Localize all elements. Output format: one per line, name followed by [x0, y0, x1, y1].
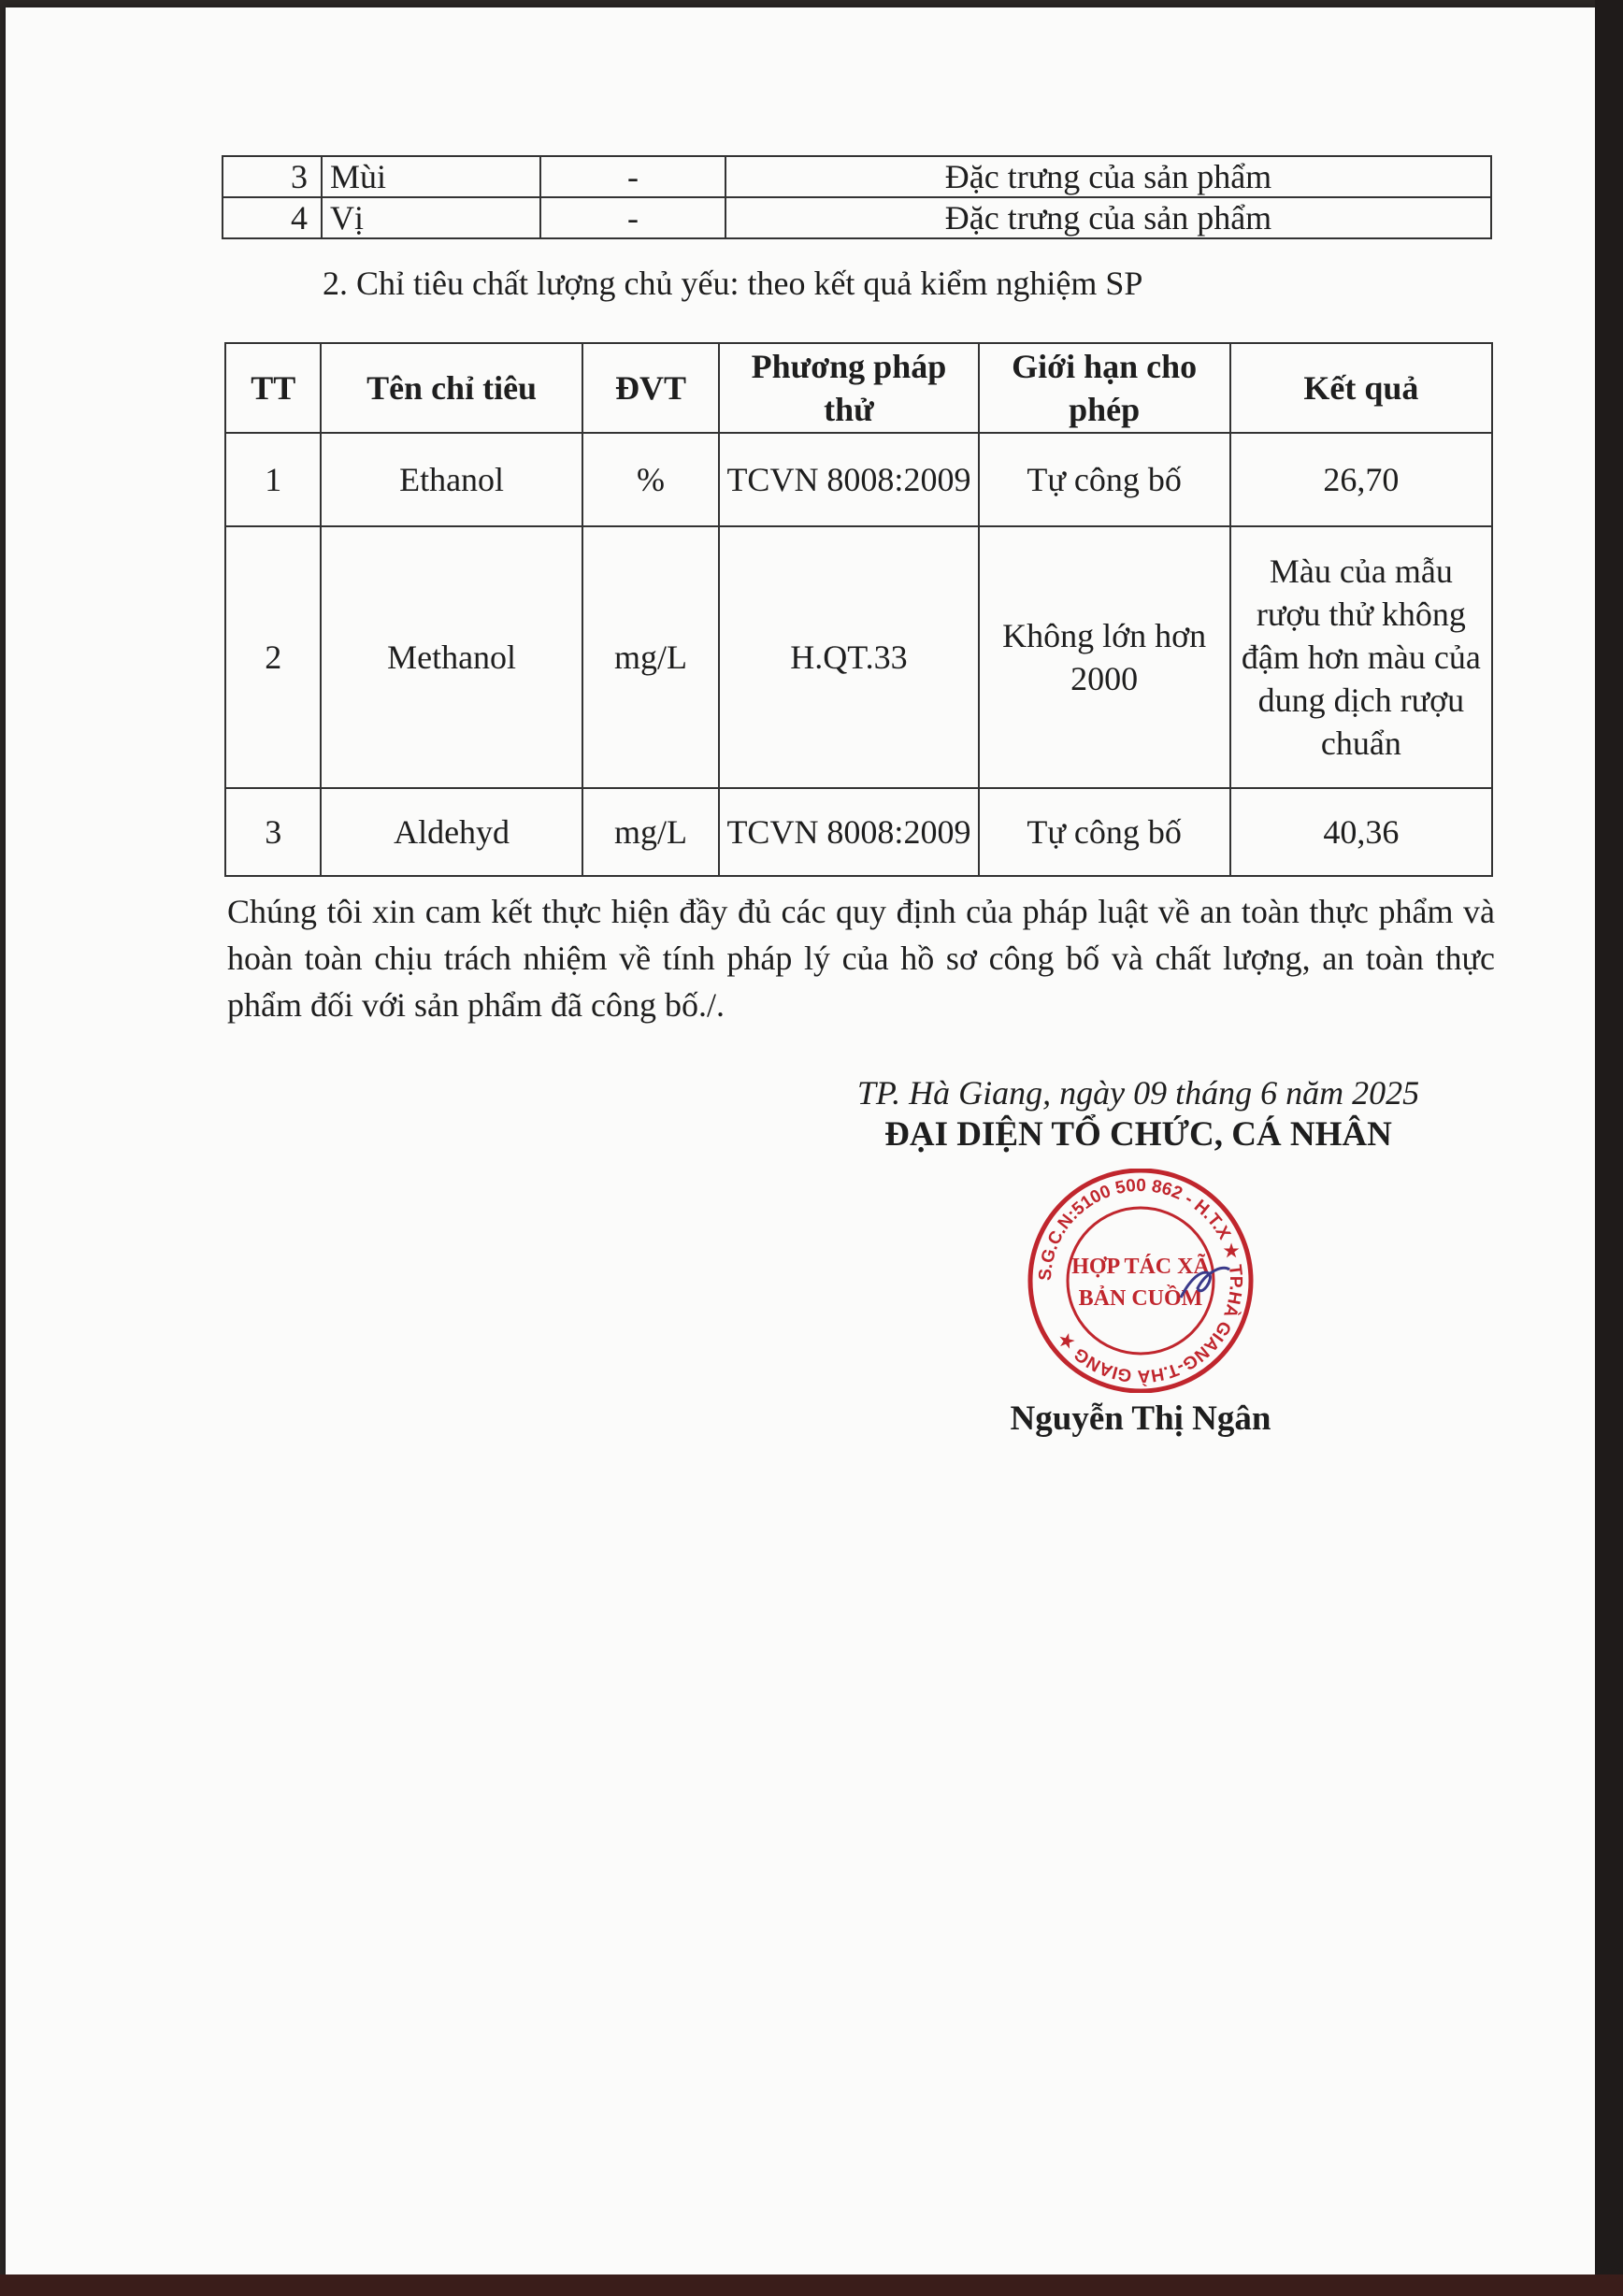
header-limit: Giới hạn cho phép — [979, 343, 1230, 433]
cell-tt: 3 — [225, 788, 321, 876]
background-edge — [0, 2274, 1623, 2296]
cell-tt: 2 — [225, 526, 321, 788]
table-row — [225, 788, 1492, 876]
cell-method: TCVN 8008:2009 — [719, 433, 978, 526]
header-name: Tên chỉ tiêu — [321, 343, 582, 433]
seal-center-line2: BẢN CUỒM — [1078, 1286, 1203, 1311]
cell-limit: Không lớn hơn 2000 — [979, 526, 1230, 788]
sensory-table — [222, 155, 1492, 239]
criterion-description: Đặc trưng của sản phẩm — [725, 197, 1491, 238]
cell-method: H.QT.33 — [719, 526, 978, 788]
table-row — [223, 197, 1491, 238]
date-line: TP. Hà Giang, ngày 09 tháng 6 năm 2025 — [856, 1074, 1420, 1112]
cell-unit: mg/L — [582, 788, 720, 876]
company-seal — [1014, 1169, 1267, 1393]
commitment-paragraph: Chúng tôi xin cam kết thực hiện đầy đủ các quy định của pháp luật về an toàn thực phẩm và hoàn toàn chịu trách nhiệm về tính pháp lý của hồ sơ công bố và chất lượng, an toàn thực phẩm đối với sản phẩm đã công bố./. — [227, 893, 1495, 1024]
criterion-name: Vị — [322, 197, 540, 238]
criterion-unit: - — [540, 197, 725, 238]
cell-unit: mg/L — [582, 526, 720, 788]
header-unit: ĐVT — [582, 343, 720, 433]
header-method: Phương pháp thử — [719, 343, 978, 433]
table-row — [225, 433, 1492, 526]
cell-method: TCVN 8008:2009 — [719, 788, 978, 876]
table-row — [223, 156, 1491, 197]
cell-result: 40,36 — [1230, 788, 1492, 876]
cell-limit: Tự công bố — [979, 433, 1230, 526]
header-tt: TT — [225, 343, 321, 433]
seal-center-line1: HỢP TÁC XÃ — [1071, 1255, 1210, 1279]
quality-table — [224, 342, 1493, 877]
cell-name: Aldehyd — [321, 788, 582, 876]
cell-result: 26,70 — [1230, 433, 1492, 526]
header-result: Kết quả — [1230, 343, 1492, 433]
cell-tt: 1 — [225, 433, 321, 526]
seal-outer-ring — [1030, 1170, 1251, 1391]
cell-name: Ethanol — [321, 433, 582, 526]
section-heading: 2. Chỉ tiêu chất lượng chủ yếu: theo kết quả kiểm nghiệm SP — [323, 265, 1143, 302]
criterion-unit: - — [540, 156, 725, 197]
table-row — [225, 526, 1492, 788]
background-edge — [1595, 0, 1623, 2296]
criterion-name: Mùi — [322, 156, 540, 197]
table-header-row — [225, 343, 1492, 433]
row-number: 4 — [223, 197, 322, 238]
cell-limit: Tự công bố — [979, 788, 1230, 876]
cell-name: Methanol — [321, 526, 582, 788]
signer-name: Nguyễn Thị Ngân — [1010, 1399, 1271, 1438]
row-number: 3 — [223, 156, 322, 197]
seal-ring-text: S.G.C.N:5100 500 862 - H.T.X ★ TP.HÀ GIANG-T.HÀ GIANG ★ — [1035, 1175, 1246, 1386]
cell-result: Màu của mẫu rượu thử không đậm hơn màu của dung dịch rượu chuẩn — [1230, 526, 1492, 788]
representative-title: ĐẠI DIỆN TỔ CHỨC, CÁ NHÂN — [884, 1115, 1392, 1154]
cell-unit: % — [582, 433, 720, 526]
criterion-description: Đặc trưng của sản phẩm — [725, 156, 1491, 197]
